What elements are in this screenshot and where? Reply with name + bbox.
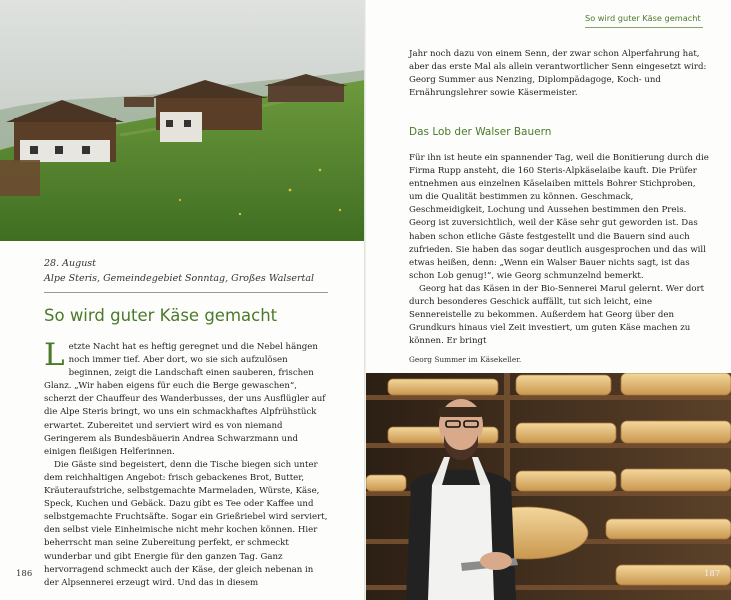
cheese-photo-caption: Georg Summer im Käsekeller. xyxy=(409,355,522,364)
paragraph-2: Die Gäste sind begeistert, denn die Tische biegen sich unter dem reichhaltigen Angebot: frisch gebackenes Brot, Butter, Kräuteraufstriche, selbstgemachte Marmeladen, Würste, Käse, Speck, Kuchen und Gebäck. Dazu gibt es Tee oder Kaffee und selbstgemachte Fruchtsäfte. Sogar ein Grießriebel wird serviert, den selbst viele Einheimische nicht mehr kochen können. Hier beherrscht man seine Zubereitung perfekt, er schmeckt wunderbar und gibt Energie für den ganzen Tag. Ganz hervorragend schmeckt auch der Käse, der gleich nebenan in der Alpsennerei erzeugt wird. Und das in diesem xyxy=(44,459,328,588)
photo-caption-block xyxy=(44,256,314,286)
caption-date: 28. August xyxy=(44,258,96,269)
drop-cap: L xyxy=(44,337,65,373)
paragraph-a: Für ihn ist heute ein spannender Tag, weil die Bonitierung durch die Firma Rupp ansteht, die 160 Steris-Alpkäselaibe kauft. Die Prüfer entnehmen aus einzelnen Käselaiben mittels Bohrer Stichproben, um die Qualität bestimmen zu können. Geschmack, Geschmeidigkeit, Lochung und Aussehen bestimmen den Preis. Georg ist zuversichtlich, weil der Käse sehr gut geworden ist. Das haben schon etliche Gäste festgestellt und die Bauern sind auch zufrieden. Sie haben das sogar deutlich ausgesprochen und das will etwas heißen, denn: „Wenn ein Walser Bauer nichts sagt, ist das schon Lob genug!“, wie Georg schmunzelnd bemerkt. xyxy=(409,153,709,281)
section-subheading: Das Lob der Walser Bauern xyxy=(409,126,552,138)
left-page xyxy=(0,0,365,600)
alpine-landscape-photo xyxy=(0,0,365,241)
page-number-right: 187 xyxy=(704,569,721,579)
paragraph-top: Jahr noch dazu von einem Senn, der zwar schon Alperfahrung hat, aber das erste Mal als allein verantwortlicher Senn eingesetzt wird: Georg Summer aus Nenzing, Diplompädagoge, Koch- und Ernährungslehrer sowie Käsermeister. xyxy=(409,49,707,99)
left-body-text xyxy=(44,337,328,590)
divider xyxy=(44,292,328,293)
running-head: So wird guter Käse gemacht xyxy=(585,13,701,23)
chapter-title: So wird guter Käse gemacht xyxy=(44,306,278,325)
running-head-rule xyxy=(585,27,703,28)
paragraph-1: etzte Nacht hat es heftig geregnet und die Nebel hängen noch immer tief. Aber dort, wo sie sich aufzulösen beginnen, zeigt die Landschaft einen sauberen, frischen Glanz. „Wir haben eigens für euch die Berge gewaschen“, scherzt der Chauffeur des Wanderbusses, der uns Ausflügler auf die Alpe Steris bringt, wo uns ein schmackhaftes Alpfrühstück erwartet. Zubereitet und serviert wird es von niemand Geringerem als Bundesbäuerin Andrea Schwarzmann und einigen fleißigen Helferinnen. xyxy=(44,342,326,457)
right-top-text xyxy=(409,48,709,100)
paragraph-b: Georg hat das Käsen in der Bio-Sennerei Marul gelernt. Wer dort durch besonderes Geschick auffällt, tut sich leicht, eine Sennereistelle zu bekommen. Außerdem hat Georg über den Grundkurs hinaus viel Zeit investiert, um guten Käse machen zu können. Er bringt xyxy=(409,283,705,347)
page-number-left: 186 xyxy=(16,569,33,579)
cheese-cellar-photo xyxy=(366,373,731,600)
right-body-text xyxy=(409,152,709,348)
caption-location: Alpe Steris, Gemeindegebiet Sonntag, Großes Walsertal xyxy=(44,273,315,284)
